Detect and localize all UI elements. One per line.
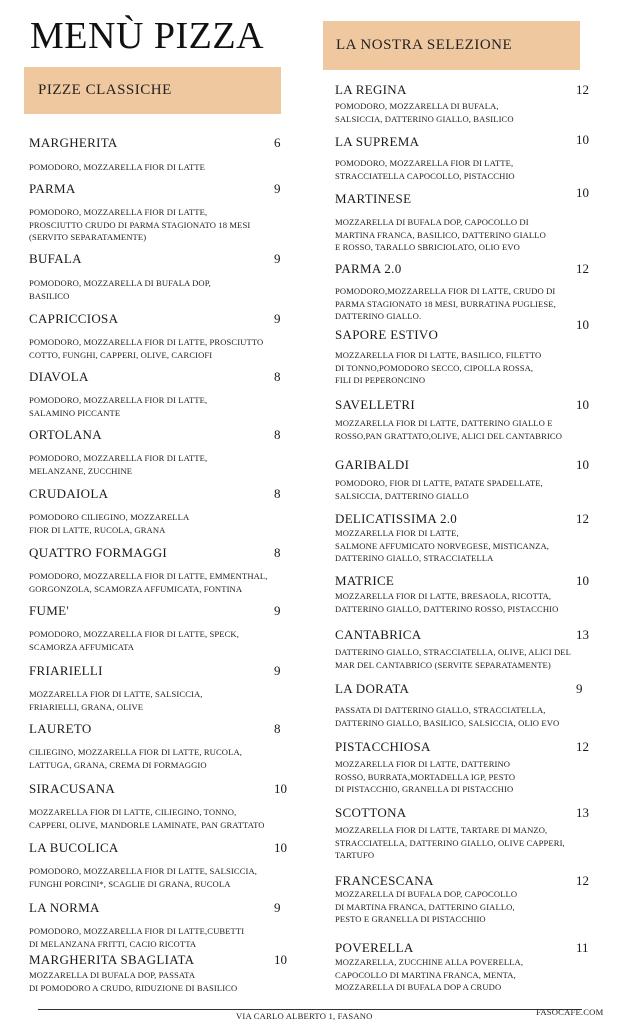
ingredient-line: DATTERINO GIALLO, STRACCIATELLA, OLIVE, ALICI DEL	[335, 647, 571, 657]
pizza-ingredients	[335, 216, 546, 254]
pizza-price: 9	[274, 251, 281, 266]
pizza-price: 13	[576, 627, 589, 642]
ingredient-line: POMODORO, MOZZARELLA FIOR DI LATTE, EMMENTHAL,	[29, 571, 268, 581]
ingredient-line: MOZZARELLA DI BUFALA DOP, CAPOCOLLO	[335, 889, 518, 899]
pizza-price: 8	[274, 427, 281, 442]
pizza-price: 10	[576, 457, 589, 472]
pizza-price: 9	[274, 181, 281, 196]
pizza-name: ORTOLANA	[29, 427, 102, 442]
ingredient-line: PARMA STAGIONATO 18 MESI, BURRATINA PUGLIESE,	[335, 298, 556, 309]
pizza-name: FRIARIELLI	[29, 663, 103, 678]
ingredient-line: FILI DI PEPERONCINO	[335, 375, 426, 386]
ingredient-line: PESTO E GRANELLA DI PISTACCHIIO	[335, 914, 486, 925]
ingredient-line: MOZZARELLA, ZUCCHINE ALLA POVERELLA,	[335, 957, 524, 967]
ingredient-line: LATTUGA, GRANA, CREMA DI FORMAGGIO	[29, 759, 207, 770]
ingredient-line: (SERVITO SEPARATAMENTE)	[29, 232, 147, 243]
ingredient-line: POMODORO, MOZZARELLA FIOR DI LATTE, PROSCIUTTO	[29, 337, 264, 347]
pizza-ingredients	[335, 527, 549, 565]
pizza-price: 8	[274, 486, 281, 501]
ingredient-line: MELANZANE, ZUCCHINE	[29, 465, 133, 476]
menu-title: MENÙ PIZZA	[30, 15, 265, 57]
pizza-name: PARMA 2.0	[335, 261, 402, 276]
pizza-name: MARTINESE	[335, 191, 412, 206]
ingredient-line: CILIEGINO, MOZZARELLA FIOR DI LATTE, RUCOLA,	[29, 747, 243, 757]
ingredient-line: DATTERINO GIALLO, STRACCIATELLA	[335, 553, 494, 564]
pizza-ingredients	[29, 511, 189, 536]
ingredient-line: POMODORO, MOZZARELLA DI BUFALA DOP,	[29, 278, 211, 288]
ingredient-line: GORGONZOLA, SCAMORZA AFFUMICATA, FONTINA	[29, 583, 243, 594]
ingredient-line: TARTUFO	[335, 850, 375, 861]
pizza-price: 12	[576, 739, 589, 754]
ingredient-line: SALAMINO PICCANTE	[29, 407, 121, 418]
ingredient-line: MOZZARELLA FIOR DI LATTE, CILIEGINO, TONNO,	[29, 807, 237, 817]
pizza-name: CAPRICCIOSA	[29, 311, 119, 326]
ingredient-line: DI TONNO,POMODORO SECCO, CIPOLLA ROSSA,	[335, 362, 534, 373]
pizza-price: 9	[274, 311, 281, 326]
pizza-price: 9	[274, 900, 281, 915]
ingredient-line: DI PISTACCHIO, GRANELLA DI PISTACCHIO	[335, 784, 514, 795]
pizza-name: BUFALA	[29, 251, 82, 266]
ingredient-line: FRIARIELLI, GRANA, OLIVE	[29, 701, 144, 712]
ingredient-line: STRACCIATELLA CAPOCOLLO, PISTACCHIO	[335, 170, 515, 181]
pizza-name: LA SUPREMA	[335, 134, 420, 149]
ingredient-line: POMODORO,MOZZARELLA FIOR DI LATTE, CRUDO DI	[335, 286, 556, 296]
pizza-ingredients	[29, 206, 250, 244]
pizza-name: PISTACCHIOSA	[335, 739, 431, 754]
ingredient-line: PASSATA DI DATTERINO GIALLO, STRACCIATELLA,	[335, 705, 546, 715]
pizza-name: FRANCESCANA	[335, 873, 434, 888]
ingredient-line: DI MELANZANA FRITTI, CACIO RICOTTA	[29, 938, 197, 949]
ingredient-line: MOZZARELLA FIOR DI LATTE, BASILICO, FILETTO	[335, 350, 542, 360]
ingredient-line: POMODORO, MOZZARELLA FIOR DI LATTE,	[29, 207, 208, 217]
pizza-ingredients	[335, 704, 559, 729]
pizza-name: PARMA	[29, 181, 76, 196]
pizza-name: LAURETO	[29, 721, 92, 736]
ingredient-line: SALMONE AFFUMICATO NORVEGESE, MISTICANZA,	[335, 540, 550, 551]
ingredient-line: SALSICCIA, DATTERINO GIALLO, BASILICO	[335, 113, 514, 124]
pizza-ingredients	[29, 925, 244, 950]
ingredient-line: POMODORO, MOZZARELLA FIOR DI LATTE,	[29, 453, 208, 463]
pizza-price: 12	[576, 261, 589, 276]
pizza-name: SAVELLETRI	[335, 397, 416, 412]
ingredient-line: MOZZARELLA DI BUFALA DOP, PASSATA	[29, 970, 196, 980]
ingredient-line: POMODORO, FIOR DI LATTE, PATATE SPADELLATE,	[335, 478, 543, 488]
section-banner-selezione: LA NOSTRA SELEZIONE	[323, 21, 580, 70]
pizza-ingredients	[335, 417, 562, 442]
pizza-price: 12	[576, 82, 589, 97]
ingredient-line: CAPPERI, OLIVE, MANDORLE LAMINATE, PAN GRATTATO	[29, 819, 265, 830]
pizza-price: 10	[274, 952, 287, 967]
ingredient-line: POMODORO, MOZZARELLA FIOR DI LATTE,	[29, 395, 208, 405]
pizza-name: POVERELLA	[335, 940, 414, 955]
pizza-name: DELICATISSIMA 2.0	[335, 511, 458, 526]
ingredient-line: MARTINA FRANCA, BASILICO, DATTERINO GIALLO	[335, 229, 546, 240]
pizza-price: 13	[576, 805, 589, 820]
section-banner-classiche: PIZZE CLASSICHE	[24, 67, 281, 114]
pizza-name: QUATTRO FORMAGGI	[29, 545, 168, 560]
pizza-price: 10	[576, 132, 589, 147]
footer-address: VIA CARLO ALBERTO 1, FASANO	[236, 1011, 373, 1021]
ingredient-line: MOZZARELLA DI BUFALA DOP A CRUDO	[335, 982, 502, 993]
ingredient-line: MOZZARELLA FIOR DI LATTE,	[335, 528, 459, 538]
pizza-ingredients	[29, 969, 237, 994]
pizza-name: GARIBALDI	[335, 457, 410, 472]
ingredient-line: PROSCIUTTO CRUDO DI PARMA STAGIONATO 18 MESI	[29, 219, 251, 230]
pizza-ingredients	[335, 888, 517, 926]
ingredient-line: DATTERINO GIALLO, DATTERINO ROSSO, PISTACCHIO	[335, 603, 559, 614]
pizza-name: LA NORMA	[29, 900, 100, 915]
pizza-price: 8	[274, 721, 281, 736]
pizza-price: 10	[576, 573, 589, 588]
pizza-ingredients	[335, 477, 543, 502]
pizza-name: LA DORATA	[335, 681, 410, 696]
ingredient-line: MAR DEL CANTABRICO (SERVITE SEPARATAMENTE)	[335, 659, 551, 670]
pizza-price: 10	[274, 840, 287, 855]
footer-divider	[38, 1009, 582, 1010]
pizza-name: DIAVOLA	[29, 369, 89, 384]
pizza-ingredients	[29, 865, 257, 890]
ingredient-line: POMODORO, MOZZARELLA FIOR DI LATTE, SPECK,	[29, 629, 239, 639]
pizza-price: 6	[274, 135, 281, 150]
ingredient-line: POMODORO, MOZZARELLA FIOR DI LATTE,CUBETTI	[29, 926, 245, 936]
pizza-name: SIRACUSANA	[29, 781, 116, 796]
ingredient-line: POMODORO CILIEGINO, MOZZARELLA	[29, 512, 190, 522]
ingredient-line: COTTO, FUNGHI, CAPPERI, OLIVE, CARCIOFI	[29, 349, 213, 360]
pizza-price: 12	[576, 873, 589, 888]
pizza-price: 12	[576, 511, 589, 526]
ingredient-line: MOZZARELLA FIOR DI LATTE, BRESAOLA, RICOTTA,	[335, 591, 552, 601]
ingredient-line: DATTERINO GIALLO.	[335, 311, 422, 322]
pizza-ingredients	[29, 746, 242, 771]
pizza-name: LA REGINA	[335, 82, 407, 97]
pizza-price: 9	[576, 681, 583, 696]
pizza-ingredients	[29, 161, 205, 174]
pizza-ingredients	[335, 758, 515, 796]
pizza-ingredients	[29, 394, 207, 419]
pizza-price: 10	[576, 185, 589, 200]
ingredient-line: DI MARTINA FRANCA, DATTERINO GIALLO,	[335, 901, 515, 912]
ingredient-line: STRACCIATELLA, DATTERINO GIALLO, OLIVE CAPPERI,	[335, 837, 565, 848]
ingredient-line: FUNGHI PORCINI*, SCAGLIE DI GRANA, RUCOLA	[29, 878, 231, 889]
ingredient-line: MOZZARELLA DI BUFALA DOP, CAPOCOLLO DI	[335, 217, 529, 227]
ingredient-line: POMODORO, MOZZARELLA DI BUFALA,	[335, 101, 499, 111]
pizza-price: 10	[576, 317, 589, 332]
pizza-price: 10	[576, 397, 589, 412]
ingredient-line: CAPOCOLLO DI MARTINA FRANCA, MENTA,	[335, 969, 516, 980]
pizza-name: SAPORE ESTIVO	[335, 327, 439, 342]
pizza-ingredients	[29, 806, 265, 831]
pizza-name: MARGHERITA SBAGLIATA	[29, 952, 195, 967]
pizza-price: 8	[274, 369, 281, 384]
ingredient-line: MOZZARELLA FIOR DI LATTE, DATTERINO	[335, 759, 511, 769]
ingredient-line: SALSICCIA, DATTERINO GIALLO	[335, 490, 469, 501]
pizza-ingredients	[335, 157, 515, 182]
pizza-name: SCOTTONA	[335, 805, 407, 820]
pizza-ingredients	[29, 688, 203, 713]
pizza-name: FUME'	[29, 603, 69, 618]
pizza-name: MATRICE	[335, 573, 395, 588]
pizza-price: 9	[274, 663, 281, 678]
ingredient-line: MOZZARELLA FIOR DI LATTE, TARTARE DI MANZO,	[335, 825, 548, 835]
footer-website: FASOCAFE.COM	[536, 1007, 604, 1017]
pizza-ingredients	[29, 452, 207, 477]
pizza-price: 9	[274, 603, 281, 618]
pizza-ingredients	[335, 285, 556, 323]
ingredient-line: POMODORO, MOZZARELLA FIOR DI LATTE	[29, 162, 205, 172]
pizza-ingredients	[335, 590, 558, 615]
pizza-ingredients	[29, 628, 239, 653]
pizza-name: LA BUCOLICA	[29, 840, 119, 855]
ingredient-line: MOZZARELLA FIOR DI LATTE, DATTERINO GIALLO E	[335, 418, 553, 428]
pizza-ingredients	[335, 646, 571, 671]
pizza-price: 8	[274, 545, 281, 560]
pizza-ingredients	[335, 349, 541, 387]
ingredient-line: E ROSSO, TARALLO SBRICIOLATO, OLIO EVO	[335, 242, 520, 253]
ingredient-line: FIOR DI LATTE, RUCOLA, GRANA	[29, 524, 166, 535]
ingredient-line: BASILICO	[29, 290, 70, 301]
pizza-price: 11	[576, 940, 589, 955]
pizza-ingredients	[335, 956, 523, 994]
ingredient-line: MOZZARELLA FIOR DI LATTE, SALSICCIA,	[29, 689, 203, 699]
pizza-ingredients	[29, 336, 263, 361]
pizza-ingredients	[335, 100, 514, 125]
ingredient-line: DI POMODORO A CRUDO, RIDUZIONE DI BASILICO	[29, 982, 238, 993]
pizza-ingredients	[29, 277, 211, 302]
pizza-name: CRUDAIOLA	[29, 486, 109, 501]
ingredient-line: SCAMORZA AFFUMICATA	[29, 641, 135, 652]
pizza-ingredients	[335, 824, 565, 862]
pizza-price: 10	[274, 781, 287, 796]
pizza-name: CANTABRICA	[335, 627, 422, 642]
ingredient-line: DATTERINO GIALLO, BASILICO, SALSICCIA, OLIO EVO	[335, 717, 560, 728]
ingredient-line: POMODORO, MOZZARELLA FIOR DI LATTE,	[335, 158, 514, 168]
pizza-name: MARGHERITA	[29, 135, 118, 150]
ingredient-line: ROSSO,PAN GRATTATO,OLIVE, ALICI DEL CANTABRICO	[335, 430, 563, 441]
ingredient-line: ROSSO, BURRATA,MORTADELLA IGP, PESTO	[335, 771, 516, 782]
pizza-ingredients	[29, 570, 268, 595]
ingredient-line: POMODORO, MOZZARELLA FIOR DI LATTE, SALSICCIA,	[29, 866, 258, 876]
